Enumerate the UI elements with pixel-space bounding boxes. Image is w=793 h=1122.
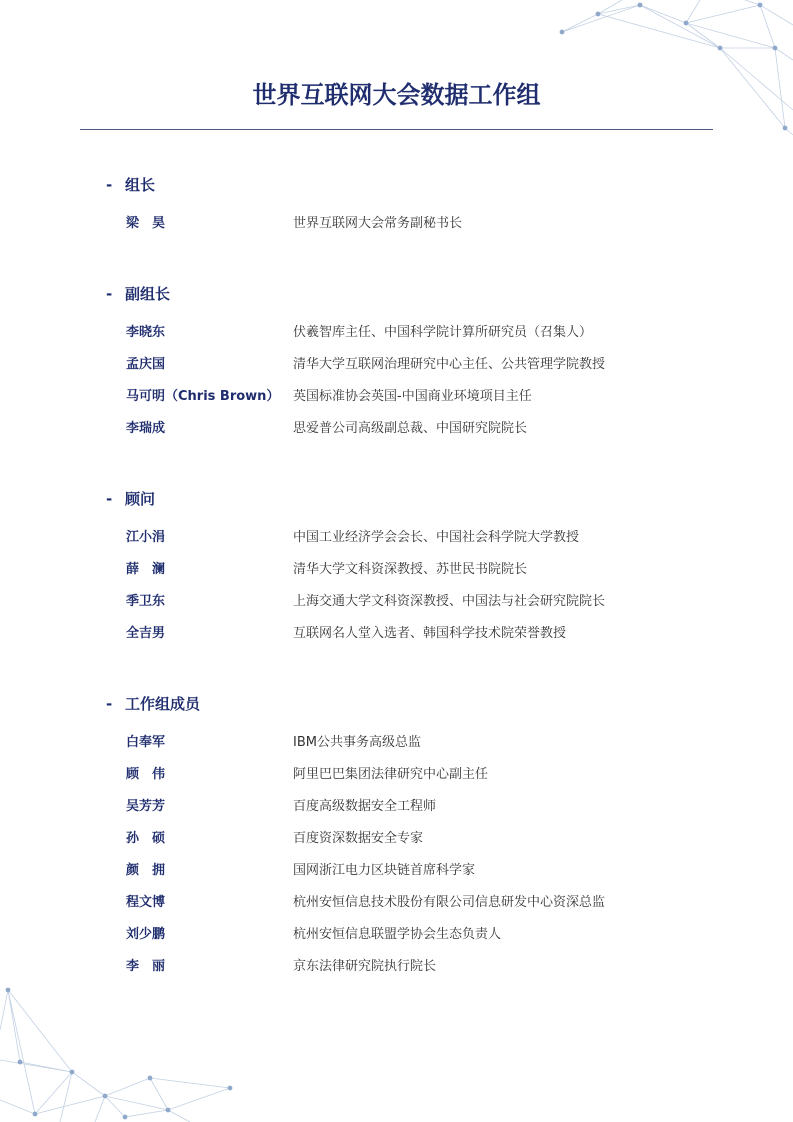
member-name: 薛 澜 [126, 562, 166, 577]
member-row [0, 317, 793, 349]
member-name: 颜 拥 [126, 863, 166, 878]
member-role: 京东法律研究院执行院长 [293, 959, 437, 974]
member-role: 阿里巴巴集团法律研究中心副主任 [293, 767, 489, 782]
member-role: 世界互联网大会常务副秘书长 [293, 216, 463, 231]
member-row [0, 759, 793, 791]
section-heading [0, 175, 793, 195]
heading-marker: - [106, 490, 113, 508]
network-decoration-top-right [550, 0, 793, 140]
member-role: 国网浙江电力区块链首席科学家 [293, 863, 476, 878]
network-lines [562, 0, 793, 135]
page-title: 世界互联网大会数据工作组 [252, 81, 541, 109]
section-heading [0, 489, 793, 509]
heading-marker: - [106, 695, 113, 713]
member-row [0, 413, 793, 445]
member-row [0, 586, 793, 618]
heading-text: 工作组成员 [125, 695, 201, 713]
member-name: 李瑞成 [126, 421, 166, 436]
member-name: 马可明（Chris Brown） [126, 389, 280, 404]
member-role: 思爱普公司高级副总裁、中国研究院院长 [293, 421, 528, 436]
member-role: 杭州安恒信息技术股份有限公司信息研发中心资深总监 [293, 895, 606, 910]
member-role: 伏羲智库主任、中国科学院计算所研究员（召集人） [293, 325, 593, 340]
member-row [0, 727, 793, 759]
heading-text: 顾问 [125, 490, 156, 508]
member-name: 江小涓 [126, 530, 166, 545]
member-role: 百度高级数据安全工程师 [293, 799, 437, 814]
member-role: 互联网名人堂入选者、韩国科学技术院荣誉教授 [293, 626, 567, 641]
member-role: 杭州安恒信息联盟学协会生态负责人 [293, 927, 502, 942]
heading-marker: - [106, 176, 113, 194]
member-name: 程文博 [126, 895, 166, 910]
member-row [0, 919, 793, 951]
member-role: 英国标准协会英国-中国商业环境项目主任 [293, 389, 532, 404]
network-nodes [560, 3, 788, 131]
member-row [0, 554, 793, 586]
member-name: 李 丽 [126, 959, 166, 974]
member-row [0, 349, 793, 381]
heading-text: 组长 [125, 176, 156, 194]
member-row [0, 208, 793, 240]
heading-text: 副组长 [125, 285, 171, 303]
member-row [0, 618, 793, 650]
member-name: 刘少鹏 [126, 927, 166, 942]
member-role: IBM公共事务高级总监 [293, 735, 421, 750]
member-role: 中国工业经济学会会长、中国社会科学院大学教授 [293, 530, 580, 545]
roster [0, 175, 793, 1027]
title-divider [80, 129, 713, 130]
member-name: 吴芳芳 [126, 799, 166, 814]
section-deputy-leaders [0, 284, 793, 445]
heading-marker: - [106, 285, 113, 303]
member-name: 孙 硕 [126, 831, 166, 846]
section-heading [0, 284, 793, 304]
member-name: 顾 伟 [126, 767, 166, 782]
member-name: 白奉军 [126, 735, 166, 750]
member-role: 百度资深数据安全专家 [293, 831, 424, 846]
member-row [0, 823, 793, 855]
member-name: 季卫东 [126, 594, 166, 609]
section-advisors [0, 489, 793, 650]
member-role: 上海交通大学文科资深教授、中国法与社会研究院院长 [293, 594, 606, 609]
section-working-group-members [0, 694, 793, 983]
member-row [0, 951, 793, 983]
member-name: 全吉男 [126, 626, 166, 641]
member-row [0, 887, 793, 919]
member-row [0, 855, 793, 887]
section-heading [0, 694, 793, 714]
member-name: 李晓东 [126, 325, 166, 340]
member-name: 梁 昊 [126, 216, 166, 231]
member-row [0, 522, 793, 554]
member-role: 清华大学文科资深教授、苏世民书院院长 [293, 562, 528, 577]
section-leader [0, 175, 793, 240]
member-role: 清华大学互联网治理研究中心主任、公共管理学院教授 [293, 357, 606, 372]
member-name: 孟庆国 [126, 357, 166, 372]
member-row [0, 791, 793, 823]
member-row [0, 381, 793, 413]
